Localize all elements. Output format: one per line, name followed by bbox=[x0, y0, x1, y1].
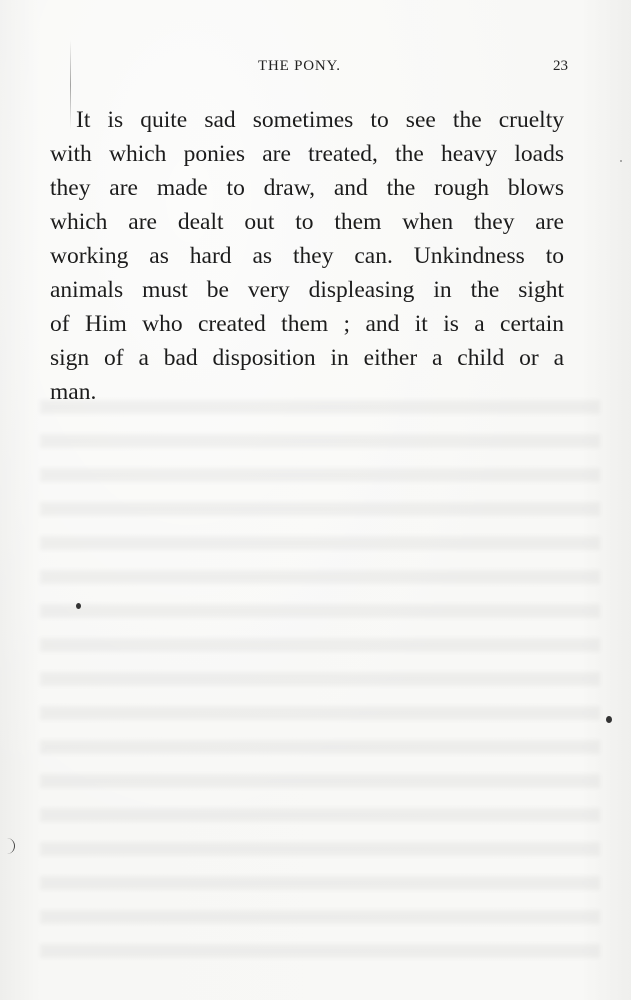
text-line: with which ponies are treated, the heavy loads bbox=[50, 141, 564, 167]
text-line: working as hard as they can. Unkindness to bbox=[50, 243, 564, 269]
page-header bbox=[0, 58, 631, 80]
text-line: of Him who created them ; and it is a certain bbox=[50, 311, 564, 337]
show-through-texture bbox=[40, 400, 600, 960]
text-line: they are made to draw, and the rough blows bbox=[50, 175, 564, 201]
running-title: THE PONY. bbox=[258, 58, 341, 74]
ink-speck bbox=[76, 603, 81, 609]
ink-speck bbox=[620, 160, 622, 162]
margin-mark bbox=[4, 838, 15, 854]
ink-speck bbox=[606, 716, 612, 723]
text-line: It is quite sad sometimes to see the cruelty bbox=[76, 107, 564, 133]
text-line: animals must be very displeasing in the sight bbox=[50, 277, 564, 303]
page-number: 23 bbox=[553, 58, 568, 74]
text-line: sign of a bad disposition in either a child or a bbox=[50, 345, 564, 371]
text-line: man. bbox=[50, 379, 97, 405]
text-line: which are dealt out to them when they are bbox=[50, 209, 564, 235]
paragraph bbox=[50, 103, 564, 409]
